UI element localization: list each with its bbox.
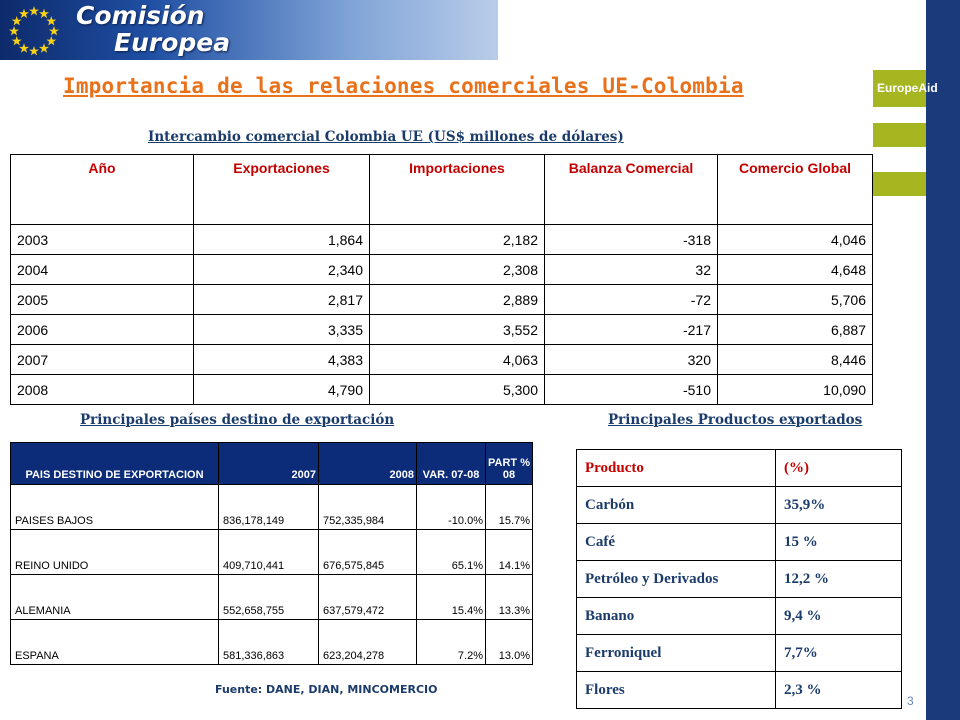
table-cell: Flores	[577, 672, 776, 709]
table-row	[577, 635, 902, 672]
table-row	[11, 315, 873, 345]
table-cell: 409,710,441	[219, 530, 319, 575]
table-cell: 4,063	[370, 345, 545, 375]
destinations-title: Principales países destino de exportación	[80, 412, 395, 428]
table-row	[577, 487, 902, 524]
table-header-row	[11, 443, 533, 485]
table-cell: -217	[545, 315, 718, 345]
table-cell: 2,817	[194, 285, 370, 315]
table-cell: 320	[545, 345, 718, 375]
column-header: PAIS DESTINO DE EXPORTACION	[11, 443, 219, 485]
table-cell: 836,178,149	[219, 485, 319, 530]
trade-table-title: Intercambio comercial Colombia UE (US$ millones de dólares)	[148, 129, 624, 145]
table-cell: 2,3 %	[776, 672, 902, 709]
table-cell: 7,7%	[776, 635, 902, 672]
table-row	[11, 345, 873, 375]
table-cell: 9,4 %	[776, 598, 902, 635]
source-note: Fuente: DANE, DIAN, MINCOMERCIO	[215, 683, 438, 696]
page-title: Importancia de las relaciones comerciales UE-Colombia	[63, 74, 744, 98]
header-banner	[0, 0, 498, 60]
table-cell: 2005	[11, 285, 194, 315]
table-cell: 35,9%	[776, 487, 902, 524]
table-cell: 4,383	[194, 345, 370, 375]
table-header-row	[11, 155, 873, 225]
table-cell: 3,335	[194, 315, 370, 345]
banner-line2: Europea	[114, 28, 231, 57]
table-cell: 2,340	[194, 255, 370, 285]
table-cell: 8,446	[718, 345, 873, 375]
destinations-table	[10, 442, 533, 665]
table-cell: 15.7%	[486, 485, 533, 530]
banner-line1: Comisión	[76, 1, 205, 30]
table-cell: ALEMANIA	[11, 575, 219, 620]
column-header: Año	[11, 155, 194, 225]
table-row	[11, 620, 533, 665]
column-header: Importaciones	[370, 155, 545, 225]
table-cell: 1,864	[194, 225, 370, 255]
accent-block	[873, 123, 926, 147]
column-header: Producto	[577, 450, 776, 487]
table-row	[577, 672, 902, 709]
table-cell: Petróleo y Derivados	[577, 561, 776, 598]
table-cell: 13.0%	[486, 620, 533, 665]
table-cell: 4,648	[718, 255, 873, 285]
column-header: 2008	[319, 443, 417, 485]
table-row	[11, 575, 533, 620]
table-row	[577, 524, 902, 561]
table-cell: 4,046	[718, 225, 873, 255]
table-cell: 65.1%	[417, 530, 486, 575]
table-cell: 7.2%	[417, 620, 486, 665]
table-cell: 2004	[11, 255, 194, 285]
column-header: PART % 08	[486, 443, 533, 485]
table-cell: 2,889	[370, 285, 545, 315]
table-row	[11, 255, 873, 285]
table-cell: 12,2 %	[776, 561, 902, 598]
table-row	[11, 225, 873, 255]
table-cell: 2007	[11, 345, 194, 375]
column-header: Balanza Comercial	[545, 155, 718, 225]
table-cell: -510	[545, 375, 718, 405]
table-row	[577, 598, 902, 635]
table-cell: 2008	[11, 375, 194, 405]
table-cell: 4,790	[194, 375, 370, 405]
table-header-row	[577, 450, 902, 487]
table-cell: 2006	[11, 315, 194, 345]
table-cell: 5,706	[718, 285, 873, 315]
table-cell: 581,336,863	[219, 620, 319, 665]
column-header: (%)	[776, 450, 902, 487]
trade-table	[10, 154, 873, 405]
table-row	[577, 561, 902, 598]
table-cell: 623,204,278	[319, 620, 417, 665]
table-cell: 14.1%	[486, 530, 533, 575]
table-row	[11, 375, 873, 405]
table-cell: REINO UNIDO	[11, 530, 219, 575]
table-cell: Carbón	[577, 487, 776, 524]
column-header: VAR. 07-08	[417, 443, 486, 485]
table-cell: Ferroniquel	[577, 635, 776, 672]
table-cell: 676,575,845	[319, 530, 417, 575]
table-cell: 2003	[11, 225, 194, 255]
table-cell: 637,579,472	[319, 575, 417, 620]
table-cell: 2,182	[370, 225, 545, 255]
column-header: 2007	[219, 443, 319, 485]
table-cell: 752,335,984	[319, 485, 417, 530]
table-cell: 13.3%	[486, 575, 533, 620]
table-cell: -10.0%	[417, 485, 486, 530]
europeaid-label: EuropeAid	[873, 70, 926, 107]
column-header: Exportaciones	[194, 155, 370, 225]
table-cell: 552,658,755	[219, 575, 319, 620]
table-cell: -72	[545, 285, 718, 315]
table-cell: 10,090	[718, 375, 873, 405]
page-number: 3	[907, 694, 914, 708]
products-title: Principales Productos exportados	[608, 412, 863, 428]
table-row	[11, 485, 533, 530]
table-cell: Banano	[577, 598, 776, 635]
eu-stars-icon	[6, 2, 62, 58]
table-cell: 2,308	[370, 255, 545, 285]
accent-block	[873, 172, 926, 196]
table-cell: 3,552	[370, 315, 545, 345]
products-table	[576, 449, 902, 709]
right-side-bar	[926, 0, 960, 720]
table-row	[11, 285, 873, 315]
table-row	[11, 530, 533, 575]
table-cell: 15 %	[776, 524, 902, 561]
table-cell: 15.4%	[417, 575, 486, 620]
table-cell: 6,887	[718, 315, 873, 345]
column-header: Comercio Global	[718, 155, 873, 225]
table-cell: -318	[545, 225, 718, 255]
table-cell: Café	[577, 524, 776, 561]
table-cell: ESPANA	[11, 620, 219, 665]
table-cell: PAISES BAJOS	[11, 485, 219, 530]
table-cell: 5,300	[370, 375, 545, 405]
banner-title	[76, 2, 230, 56]
table-cell: 32	[545, 255, 718, 285]
